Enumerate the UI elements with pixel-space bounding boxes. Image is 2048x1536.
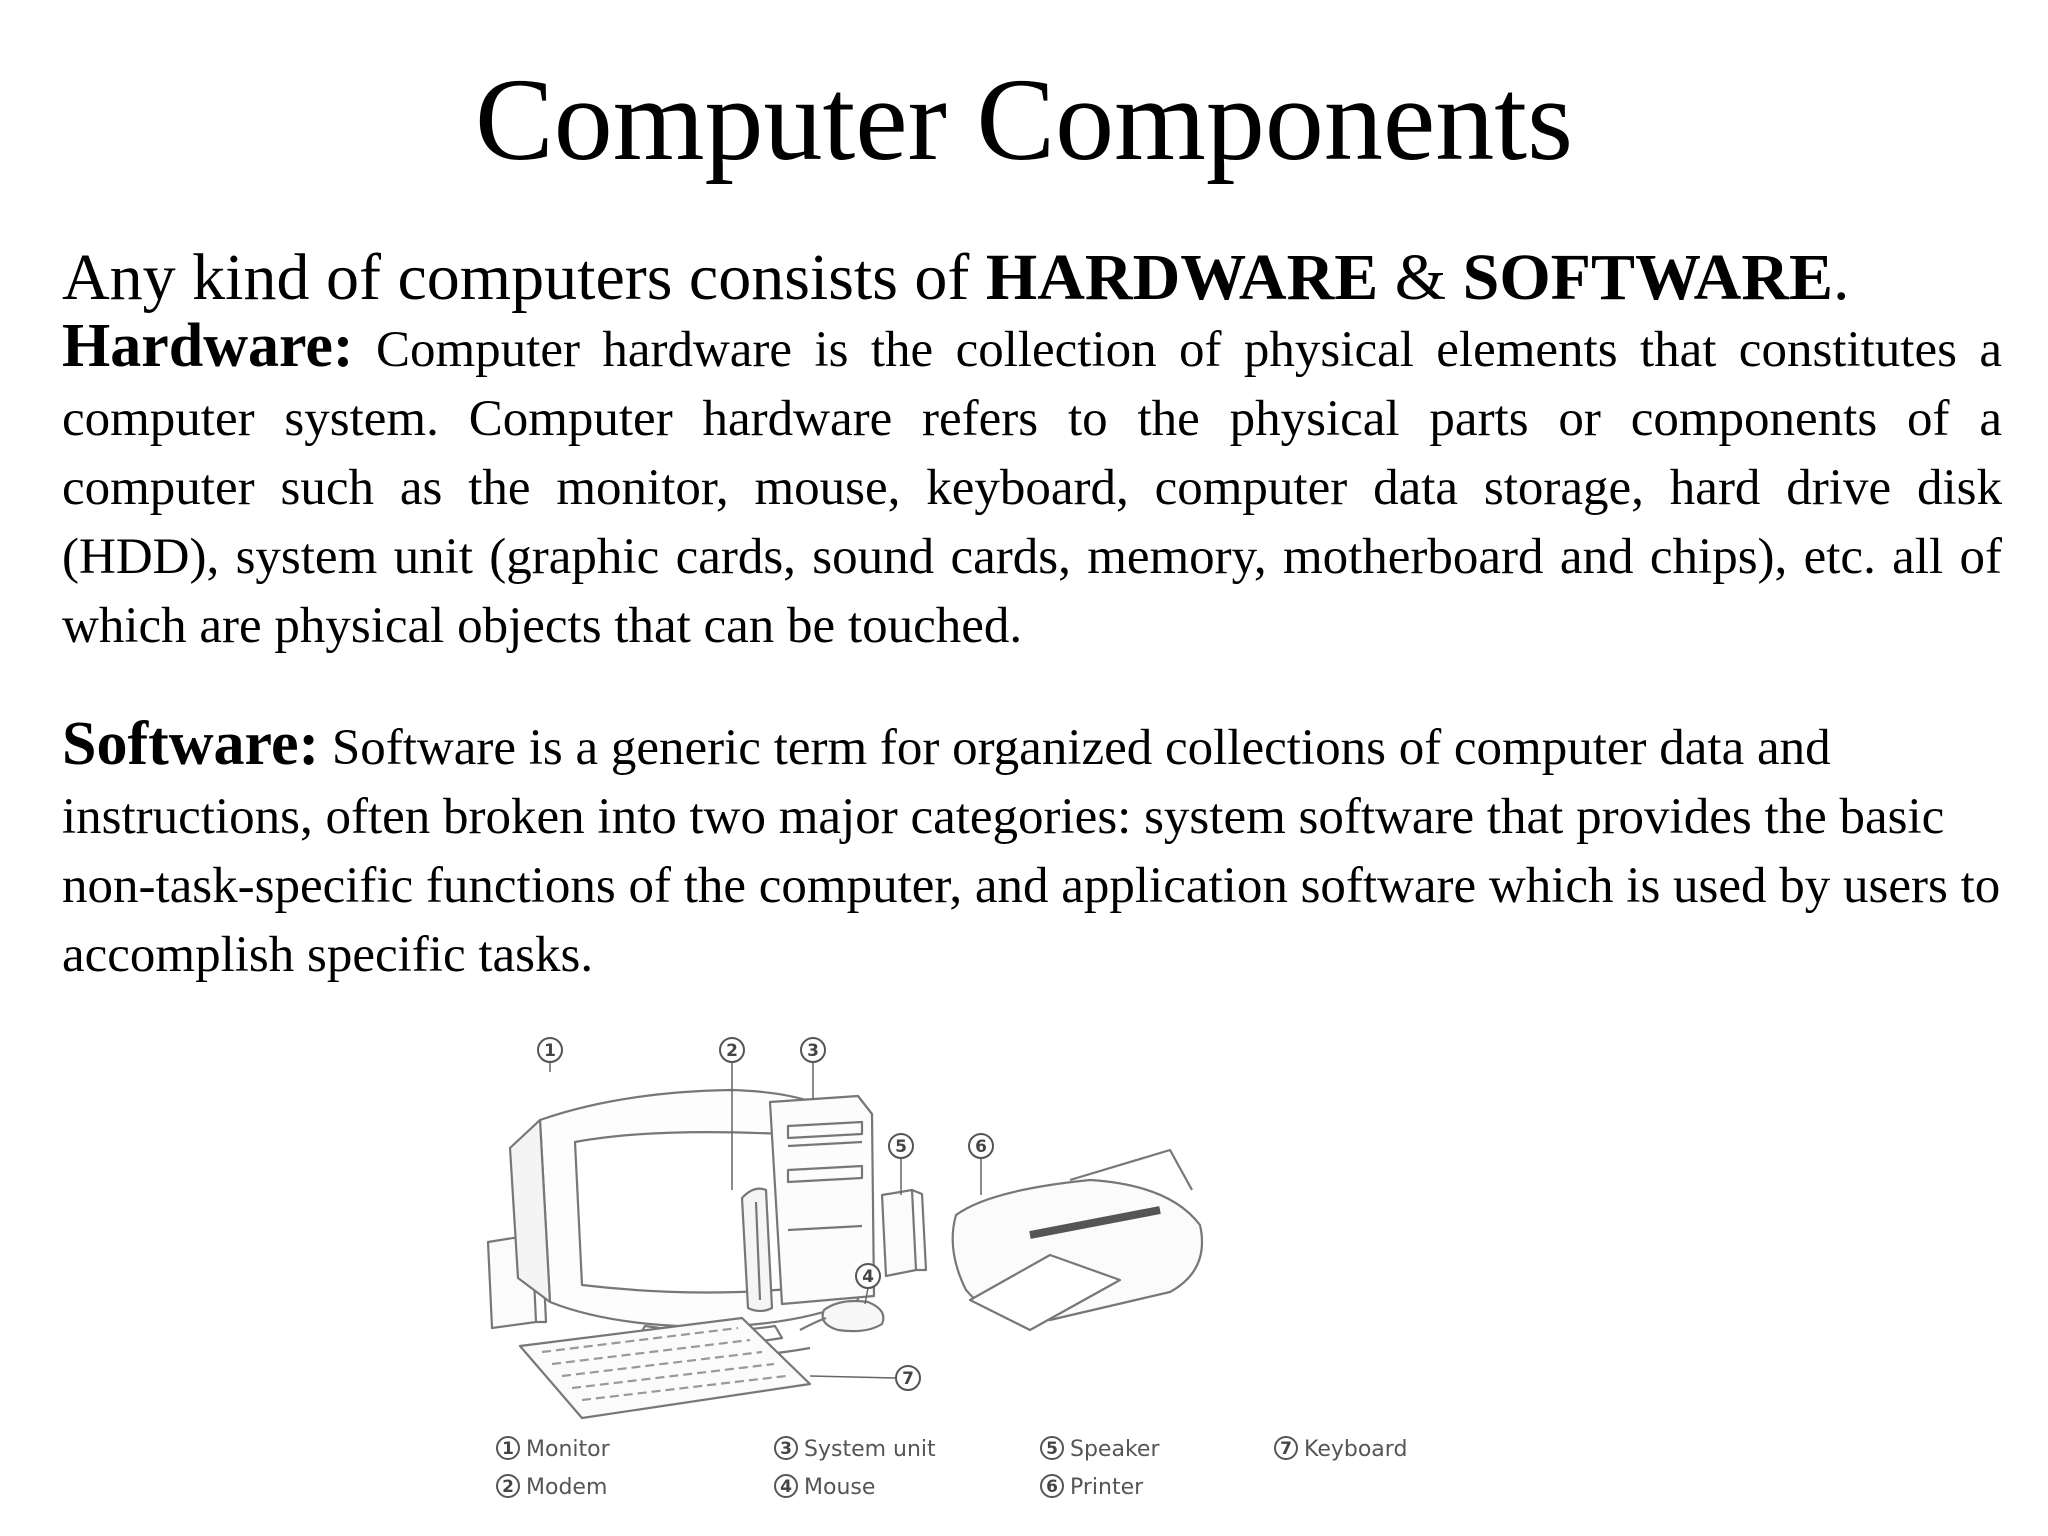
legend-label: Mouse [804,1475,876,1500]
callout-2 [720,1038,744,1062]
legend-label: Modem [526,1475,608,1500]
legend-number: 5 [1046,1439,1058,1459]
legend-item-speaker [1041,1437,1160,1462]
legend-item-system-unit [775,1437,936,1462]
callout-3-number: 3 [807,1041,819,1061]
software-text: Software is a generic term for organized collections of computer data and instructions, often broken into two major categories: system software that provides the basic non-task-specific functions of the computer, and application software which is used by users to accomplish specific tasks. [62,720,2001,983]
computer-components-illustration [470,1030,1580,1530]
callout-4-number: 4 [862,1267,874,1287]
callout-4 [856,1264,880,1288]
legend-item-printer [1041,1475,1144,1500]
callout-1-number: 1 [544,1041,556,1061]
legend-label: Printer [1070,1475,1144,1500]
hardware-paragraph [62,312,2002,661]
callout-7 [896,1366,920,1390]
callout-3 [801,1038,825,1062]
printer-drawing [953,1150,1202,1330]
callout-6-number: 6 [975,1137,987,1157]
slide-title: Computer Components [474,54,1573,185]
callout-6 [969,1134,993,1158]
intro-term-software: SOFTWARE [1462,241,1834,314]
keyboard-drawing [520,1318,810,1418]
intro-term-hardware: HARDWARE [985,241,1379,314]
legend-number: 1 [502,1439,514,1459]
legend-number: 7 [1280,1439,1292,1459]
modem-drawing [742,1189,772,1311]
hardware-heading: Hardware: [62,312,354,380]
legend-number: 3 [780,1439,792,1459]
legend-item-monitor [497,1437,611,1462]
intro-line [62,238,2012,318]
legend-label: System unit [804,1437,936,1462]
legend-label: Keyboard [1304,1437,1408,1462]
illustration-legend [497,1437,1407,1500]
right-speaker-drawing [882,1190,926,1276]
legend-label: Speaker [1070,1437,1160,1462]
legend-item-mouse [775,1475,875,1500]
legend-number: 2 [502,1477,514,1497]
callout-5 [889,1134,913,1158]
legend-item-modem [497,1475,607,1500]
intro-suffix: . [1833,241,1850,314]
callout-5-number: 5 [895,1137,907,1157]
legend-number: 6 [1046,1477,1058,1497]
legend-item-keyboard [1275,1437,1407,1462]
callout-1 [538,1038,562,1062]
illustration-svg [470,1030,1580,1530]
callout-2-number: 2 [726,1041,738,1061]
callout-7-number: 7 [902,1369,914,1389]
hardware-text: Computer hardware is the collection of physical elements that constitutes a computer system. Computer hardware refers to the physical parts or components of a computer such as the monitor, mouse, keyboard, computer data storage, hard drive disk (HDD), system unit (graphic cards, sound cards, memory, motherboard and chips), etc. all of which are physical objects that can be touched. [62,322,2002,654]
intro-prefix: Any kind of computers consists of [62,241,986,314]
software-heading: Software: [62,710,320,778]
legend-number: 4 [780,1477,792,1497]
legend-label: Monitor [526,1437,610,1462]
software-paragraph [62,710,2002,990]
intro-middle: & [1378,241,1463,314]
